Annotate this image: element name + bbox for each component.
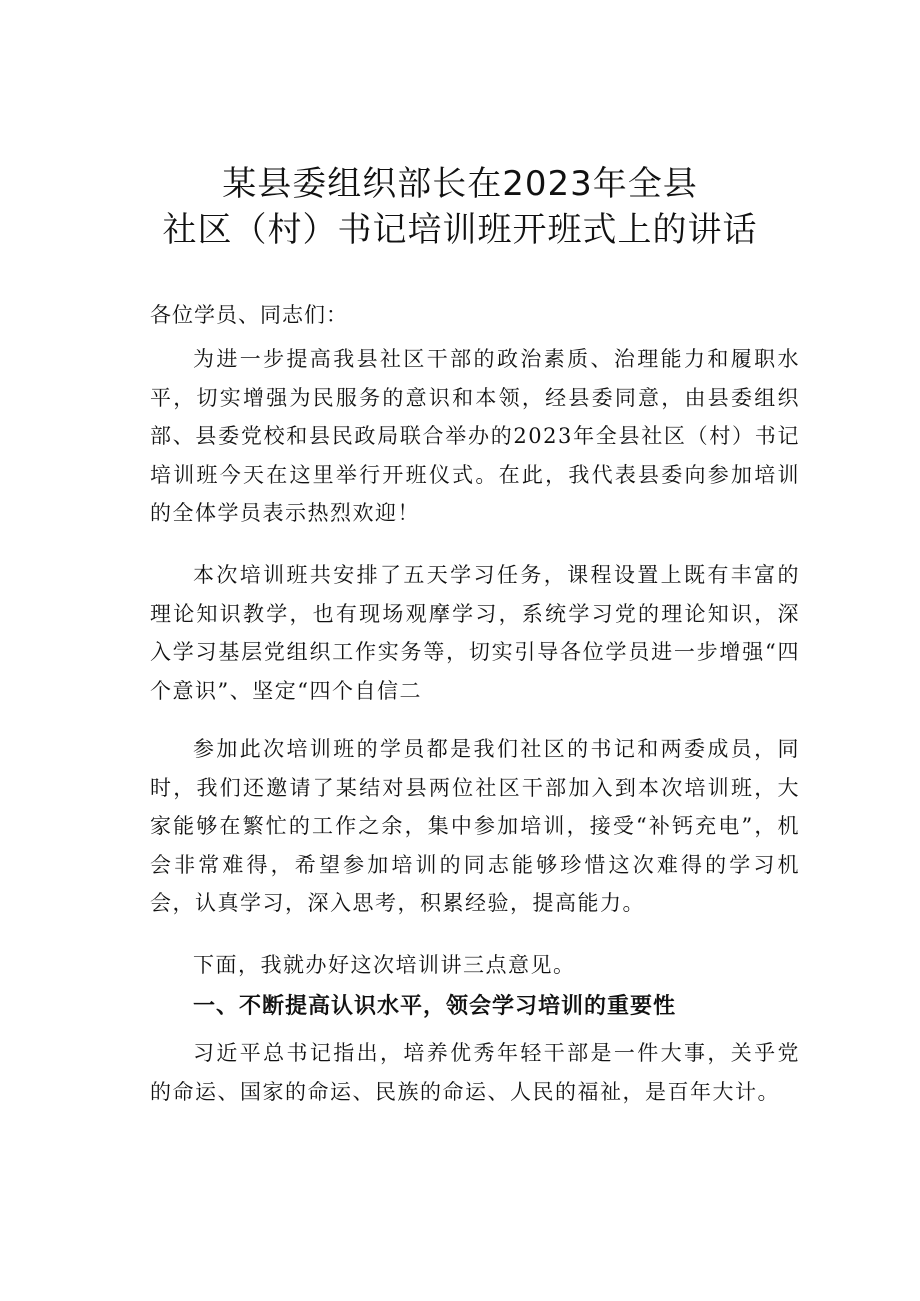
document-title-line-2: 社区（村）书记培训班开班式上的讲话	[162, 210, 758, 250]
section-heading-1: 一、不断提高认识水平，领会学习培训的重要性	[193, 994, 677, 1019]
paragraph-3: 参加此次培训班的学员都是我们社区的书记和两委成员，同时，我们还邀请了某结对县两位社区干部加入到本次培训班，大家能够在繁忙的工作之余，集中参加培训，接受“补钙充电”，机会非常难得，希望参加培训的同志能够珍惜这次难得的学习机会，认真学习，深入思考，积累经验，提高能力。	[150, 737, 800, 915]
paragraph-4: 下面，我就办好这次培训讲三点意见。	[193, 953, 576, 977]
salutation: 各位学员、同志们：	[150, 303, 348, 327]
document-title-line-1: 某县委组织部长在2023年全县	[222, 164, 698, 204]
paragraph-5: 习近平总书记指出，培养优秀年轻干部是一件大事，关乎党的命运、国家的命运、民族的命运、人民的福祉，是百年大计。	[150, 1041, 800, 1104]
paragraph-2: 本次培训班共安排了五天学习任务，课程设置上既有丰富的理论知识教学，也有现场观摩学习，系统学习党的理论知识，深入学习基层党组织工作实务等，切实引导各位学员进一步增强“四个意识”、坚定“四个自信二	[150, 563, 800, 703]
paragraph-1: 为进一步提高我县社区干部的政治素质、治理能力和履职水平，切实增强为民服务的意识和本领，经县委同意，由县委组织部、县委党校和县民政局联合举办的2023年全县社区（村）书记培训班今天在这里举行开班仪式。在此，我代表县委向参加培训的全体学员表示热烈欢迎！	[150, 347, 800, 525]
